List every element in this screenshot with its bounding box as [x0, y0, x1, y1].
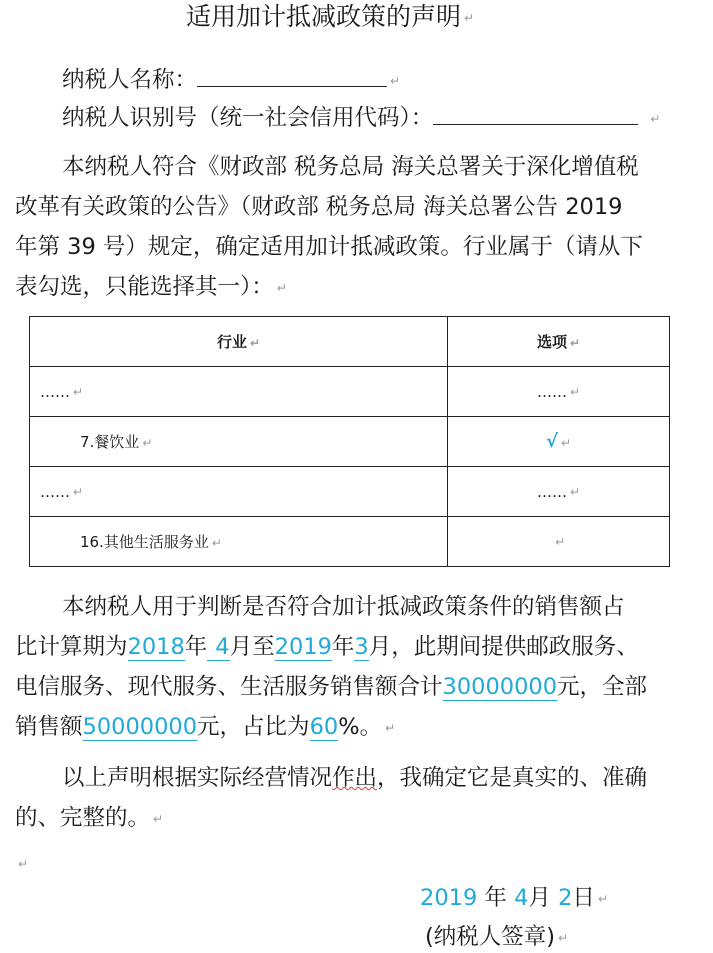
declaration-line-1: 以上声明根据实际经营情况作出，我确定它是真实的、准确 — [62, 765, 648, 791]
option-cell[interactable]: ↵ — [448, 517, 670, 567]
empty-paragraph — [15, 848, 28, 879]
intro-line-2: 改革有关政策的公告》（财政部 税务总局 海关总署公告 2019 — [15, 194, 623, 220]
statement-line-1: 本纳税人用于判断是否符合加计抵减政策条件的销售额占 — [62, 594, 625, 620]
option-cell[interactable]: …… ↵ — [448, 467, 670, 517]
option-cell[interactable]: √ ↵ — [448, 417, 670, 467]
start-month-value: 4 — [207, 634, 229, 661]
spellcheck-flagged-text[interactable]: 作出 — [332, 765, 378, 791]
taxpayer-id-blank[interactable] — [433, 102, 638, 125]
end-month-value: 3 — [354, 634, 369, 660]
paragraph-mark: ↵ — [385, 720, 396, 735]
ratio-value: 60 — [309, 714, 339, 740]
intro-line-3: 年第 39 号）规定，确定适用加计抵减政策。行业属于（请从下 — [15, 234, 643, 260]
sign-year-value: 2019 — [420, 885, 478, 911]
statement-line-2: 比计算期为2018年 4月至2019年3月，此期间提供邮政服务、 — [15, 634, 639, 660]
option-header: 选项 ↵ — [448, 317, 670, 367]
paragraph-mark: ↵ — [558, 930, 569, 945]
table-row — [30, 417, 670, 467]
industry-cell: …… ↵ — [30, 467, 448, 517]
industry-table — [29, 316, 670, 567]
taxpayer-id-label: 纳税人识别号（统一社会信用代码）： — [62, 105, 434, 131]
statement-line-3: 电信服务、现代服务、生活服务销售额合计30000000元，全部 — [15, 674, 648, 700]
table-row — [30, 367, 670, 417]
option-cell[interactable]: …… ↵ — [448, 367, 670, 417]
total-sales-value: 50000000 — [82, 714, 198, 740]
declaration-line-2: 的、完整的。 ↵ — [15, 805, 164, 831]
taxpayer-name-row — [62, 64, 400, 96]
industry-cell: 16.其他生活服务业 ↵ — [30, 517, 448, 567]
checkmark-icon: √ — [545, 431, 558, 452]
paragraph-mark: ↵ — [650, 111, 661, 126]
end-year-value: 2019 — [274, 634, 332, 660]
industry-cell: …… ↵ — [30, 367, 448, 417]
paragraph-mark: ↵ — [597, 891, 608, 906]
document-title: 适用加计抵减政策的声明 ↵ — [186, 2, 475, 31]
table-row — [30, 467, 670, 517]
taxpayer-name-blank[interactable] — [197, 64, 387, 87]
industry-header: 行业 ↵ — [30, 317, 448, 367]
paragraph-mark: ↵ — [390, 73, 401, 88]
industry-cell: 7.餐饮业 ↵ — [30, 417, 448, 467]
sign-month-value: 4 — [514, 885, 529, 911]
intro-line-1: 本纳税人符合《财政部 税务总局 海关总署关于深化增值税 — [62, 154, 639, 180]
signature-seal: (纳税人签章) ↵ — [425, 924, 569, 950]
paragraph-mark: ↵ — [464, 11, 475, 25]
services-sales-value: 30000000 — [442, 674, 558, 700]
signature-date: 2019 年 4月 2日 ↵ — [420, 885, 608, 911]
start-year-value: 2018 — [127, 634, 185, 660]
intro-line-4: 表勾选，只能选择其一）： ↵ — [15, 274, 287, 300]
paragraph-mark: ↵ — [276, 280, 287, 295]
taxpayer-name-label: 纳税人名称： — [62, 67, 198, 93]
taxpayer-id-row — [62, 102, 660, 134]
table-row — [30, 517, 670, 567]
statement-line-4: 销售额50000000元，占比为60%。 ↵ — [15, 714, 396, 740]
sign-day-value: 2 — [558, 885, 573, 911]
paragraph-mark: ↵ — [153, 811, 164, 826]
table-header-row — [30, 317, 670, 367]
paragraph-mark: ↵ — [18, 856, 29, 871]
